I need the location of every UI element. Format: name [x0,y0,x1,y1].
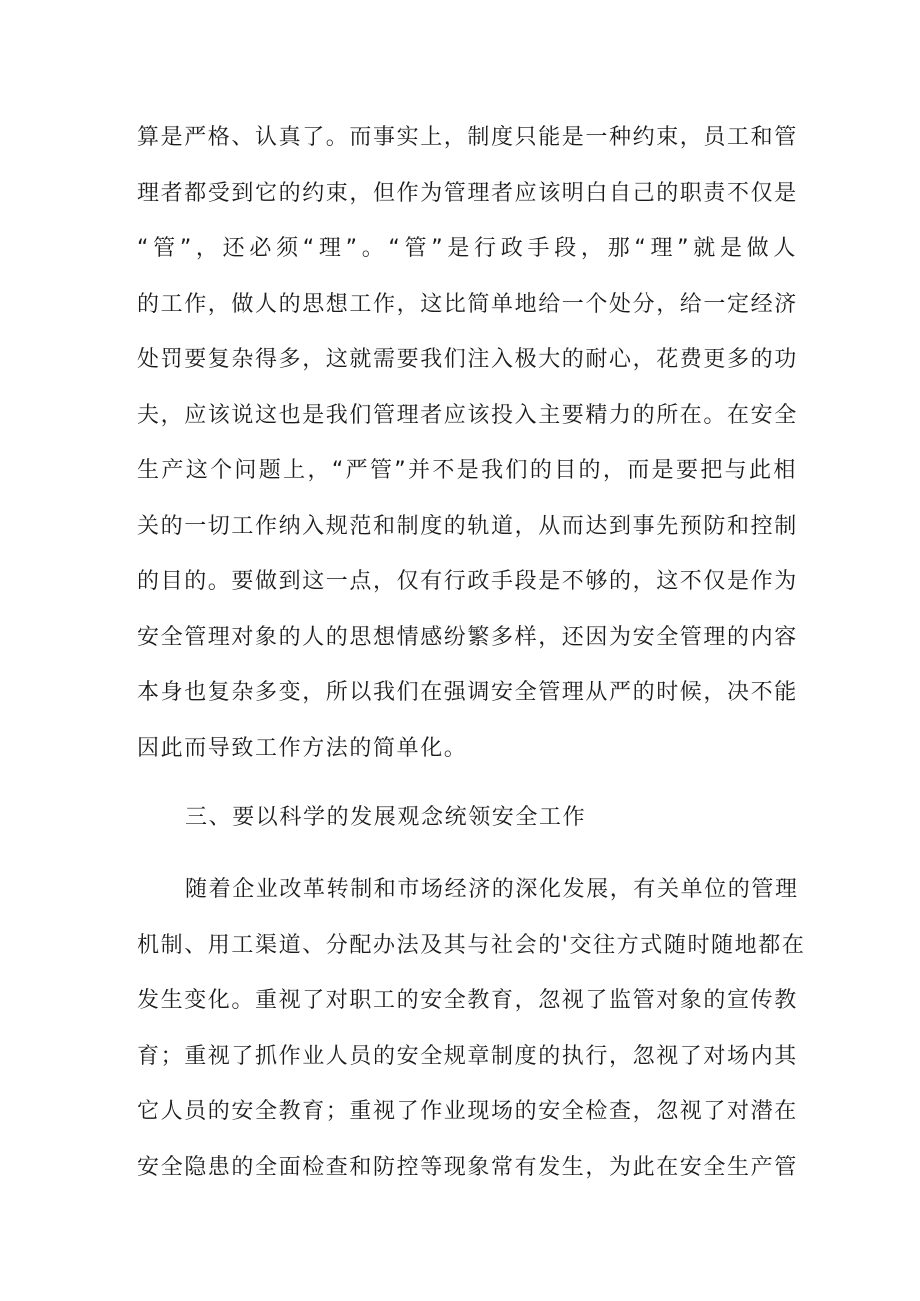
paragraph-line: 安全管理对象的人的思想情感纷繁多样，还因为安全管理的内容 [137,624,798,650]
paragraph-line: 关的一切工作纳入规范和制度的轨道，从而达到事先预防和控制 [137,513,798,539]
paragraph-line: 安全隐患的全面检查和防控等现象常有发生，为此在安全生产管 [137,1154,798,1180]
paragraph-line: 理者都受到它的约束，但作为管理者应该明白自己的职责不仅是 [137,180,798,206]
paragraph-line: 的目的。要做到这一点，仅有行政手段是不够的，这不仅是作为 [137,569,798,594]
paragraph-line: 夫，应该说这也是我们管理者应该投入主要精力的所在。在安全 [137,402,798,428]
paragraph-line: 的工作，做人的思想工作，这比简单地给一个处分，给一定经济 [137,291,798,317]
paragraph-line: 育；重视了抓作业人员的安全规章制度的执行，忽视了对场内其 [137,1043,798,1069]
body-paragraph-1 [137,110,797,776]
paragraph-line: 处罚要复杂得多，这就需要我们注入极大的耐心，花费更多的功 [137,347,798,372]
section-heading-block [137,790,797,846]
paragraph-line: 算是严格、认真了。而事实上，制度只能是一种约束，员工和管 [137,125,798,150]
paragraph-line: 随着企业改革转制和市场经济的深化发展，有关单位的管理 [185,877,799,902]
paragraph-line: 生产这个问题上，“严管”并不是我们的目的，而是要把与此相 [137,458,797,483]
paragraph-line: 机制、用工渠道、分配办法及其与社会的'交往方式随时随地都在 [137,932,806,958]
paragraph-line: “管”，还必须“理”。“管”是行政手段，那“理”就是做人 [137,236,797,261]
section-heading: 三、要以科学的发展观念统领安全工作 [185,805,587,830]
body-paragraph-2 [137,862,806,1195]
paragraph-line: 发生变化。重视了对职工的安全教育，忽视了监管对象的宣传教 [137,988,798,1013]
paragraph-line: 本身也复杂多变，所以我们在强调安全管理从严的时候，决不能 [137,680,798,705]
paragraph-line: 它人员的安全教育；重视了作业现场的安全检查，忽视了对潜在 [137,1099,798,1124]
paragraph-line: 因此而导致工作方法的简单化。 [137,735,468,761]
